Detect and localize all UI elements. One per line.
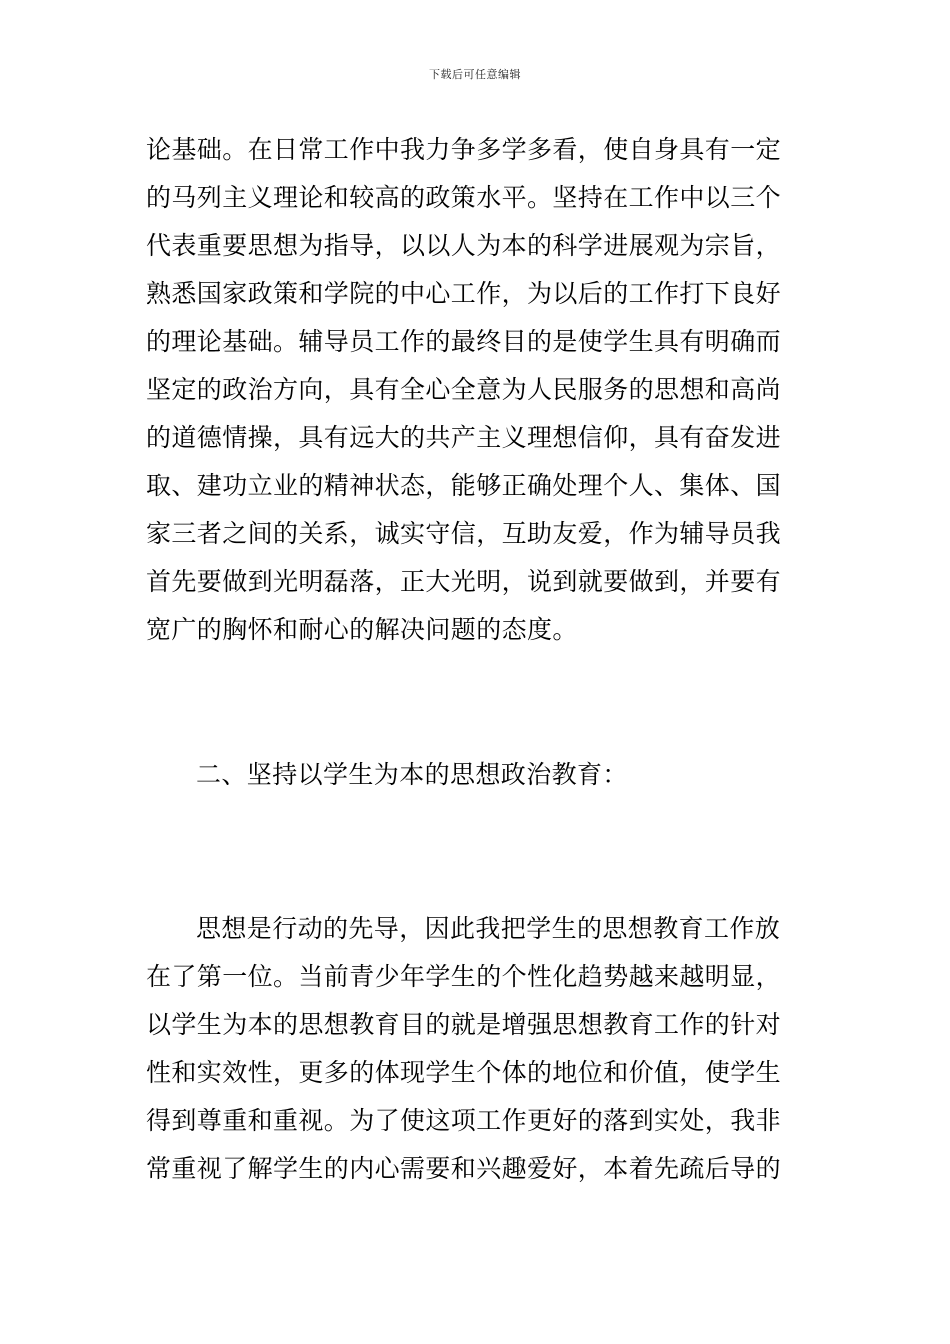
paragraph-line: 常重视了解学生的内心需要和兴趣爱好，本着先疏后导的 bbox=[146, 1154, 782, 1183]
paragraph-line: 得到尊重和重视。为了使这项工作更好的落到实处，我非 bbox=[146, 1106, 782, 1135]
paragraph-line: 的理论基础。辅导员工作的最终目的是使学生具有明确而 bbox=[146, 327, 782, 356]
paragraph-line: 首先要做到光明磊落，正大光明，说到就要做到，并要有 bbox=[146, 567, 782, 596]
paragraph-line: 以学生为本的思想教育目的就是增强思想教育工作的针对 bbox=[146, 1010, 782, 1039]
paragraph-line: 坚定的政治方向，具有全心全意为人民服务的思想和高尚 bbox=[146, 375, 782, 404]
paragraph-line: 论基础。在日常工作中我力争多学多看，使自身具有一定 bbox=[146, 135, 782, 164]
paragraph-line: 取、建功立业的精神状态，能够正确处理个人、集体、国 bbox=[146, 471, 782, 500]
paragraph-line: 在了第一位。当前青少年学生的个性化趋势越来越明显， bbox=[146, 962, 782, 991]
page-header-note: 下载后可任意编辑 bbox=[429, 68, 521, 81]
paragraph-line: 性和实效性，更多的体现学生个体的地位和价值，使学生 bbox=[146, 1058, 782, 1087]
paragraph-line: 的马列主义理论和较高的政策水平。坚持在工作中以三个 bbox=[146, 183, 782, 212]
paragraph-line: 的道德情操，具有远大的共产主义理想信仰，具有奋发进 bbox=[146, 423, 782, 452]
paragraph-line: 熟悉国家政策和学院的中心工作，为以后的工作打下良好 bbox=[146, 279, 782, 308]
paragraph-line: 宽广的胸怀和耐心的解决问题的态度。 bbox=[146, 615, 578, 644]
paragraph-line: 代表重要思想为指导，以以人为本的科学进展观为宗旨， bbox=[146, 231, 782, 260]
section-heading: 二、坚持以学生为本的思想政治教育： bbox=[196, 760, 628, 789]
paragraph-line: 思想是行动的先导，因此我把学生的思想教育工作放 bbox=[196, 914, 781, 943]
paragraph-line: 家三者之间的关系，诚实守信，互助友爱，作为辅导员我 bbox=[146, 519, 782, 548]
